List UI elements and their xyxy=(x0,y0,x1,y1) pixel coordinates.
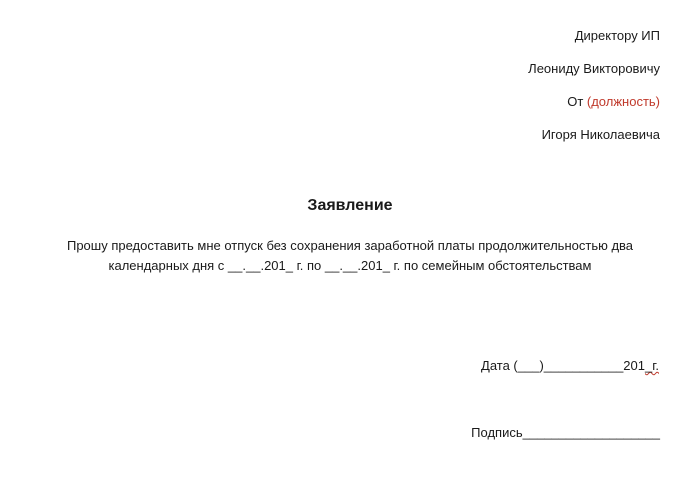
date-year-suffix: _г. xyxy=(645,358,659,373)
body-line-1: Прошу предоставить мне отпуск без сохранения заработной платы продолжительностью два xyxy=(66,238,634,253)
date-line xyxy=(481,358,659,374)
addressee-title xyxy=(575,28,660,44)
sender-prefix: От xyxy=(567,94,587,109)
sender-position xyxy=(567,94,660,110)
signature-text: Подпись___________________ xyxy=(471,425,660,440)
sender-name-text: Игоря Николаевича xyxy=(541,127,660,142)
sender-position-placeholder: (должность) xyxy=(586,94,660,109)
date-text: Дата (___)___________201 xyxy=(481,358,645,373)
addressee-name-text: Леониду Викторовичу xyxy=(528,61,660,76)
document-title: Заявление xyxy=(307,197,393,214)
addressee-name xyxy=(528,61,660,77)
body-line-2: календарных дня с __.__.201_ г. по __.__.201_ г. по семейным обстоятельствам xyxy=(108,258,592,273)
sender-name xyxy=(542,127,660,143)
signature-line xyxy=(471,425,660,441)
addressee-title-text: Директору ИП xyxy=(574,28,660,43)
